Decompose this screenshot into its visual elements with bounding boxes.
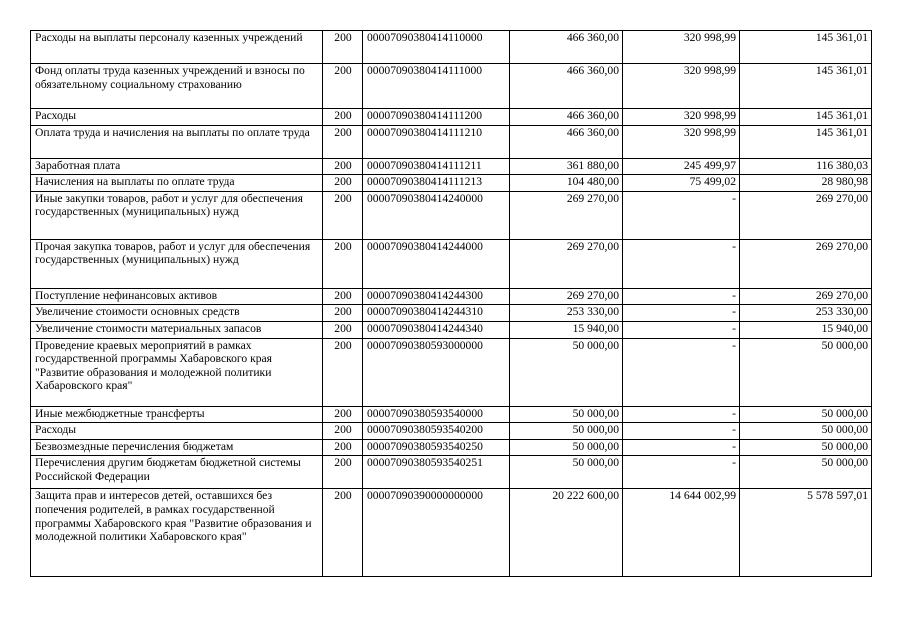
row-executed: - [623, 406, 740, 423]
row-code: 200 [323, 175, 363, 192]
row-executed: 320 998,99 [623, 125, 740, 158]
table-row [31, 158, 872, 175]
row-name: Расходы [31, 423, 323, 440]
row-code: 200 [323, 406, 363, 423]
row-kbk: 00007090380414111213 [363, 175, 510, 192]
row-name: Защита прав и интересов детей, оставшихся без попечения родителей, в рамках государственной программы Хабаровского края "Развитие образования и молодежной политики Хабаровского края" [31, 489, 323, 577]
row-approved: 50 000,00 [510, 456, 623, 489]
row-unexecuted: 50 000,00 [740, 439, 872, 456]
row-code: 200 [323, 125, 363, 158]
row-unexecuted: 253 330,00 [740, 305, 872, 322]
row-name: Безвозмездные перечисления бюджетам [31, 439, 323, 456]
row-executed: - [623, 338, 740, 406]
row-unexecuted: 50 000,00 [740, 406, 872, 423]
row-unexecuted: 145 361,01 [740, 125, 872, 158]
row-executed: - [623, 321, 740, 338]
row-kbk: 00007090380414244000 [363, 239, 510, 288]
row-approved: 466 360,00 [510, 31, 623, 64]
row-approved: 269 270,00 [510, 191, 623, 239]
row-approved: 50 000,00 [510, 406, 623, 423]
table-row [31, 191, 872, 239]
row-kbk: 00007090380414240000 [363, 191, 510, 239]
row-kbk: 00007090380414244310 [363, 305, 510, 322]
table-row [31, 406, 872, 423]
row-name: Расходы на выплаты персоналу казенных учреждений [31, 31, 323, 64]
row-code: 200 [323, 158, 363, 175]
budget-execution-table [30, 30, 872, 577]
row-kbk: 00007090380414110000 [363, 31, 510, 64]
row-kbk: 00007090380414111200 [363, 109, 510, 126]
row-name: Начисления на выплаты по оплате труда [31, 175, 323, 192]
row-code: 200 [323, 64, 363, 109]
row-unexecuted: 145 361,01 [740, 64, 872, 109]
row-unexecuted: 269 270,00 [740, 191, 872, 239]
row-approved: 466 360,00 [510, 109, 623, 126]
table-row [31, 64, 872, 109]
table-row [31, 239, 872, 288]
row-executed: 75 499,02 [623, 175, 740, 192]
row-kbk: 00007090380593540251 [363, 456, 510, 489]
row-kbk: 00007090380414244300 [363, 288, 510, 305]
row-kbk: 00007090380414111210 [363, 125, 510, 158]
row-unexecuted: 50 000,00 [740, 423, 872, 440]
row-approved: 15 940,00 [510, 321, 623, 338]
table-row [31, 109, 872, 126]
row-executed: 320 998,99 [623, 31, 740, 64]
row-name: Иные закупки товаров, работ и услуг для обеспечения государственных (муниципальных) нужд [31, 191, 323, 239]
row-executed: 14 644 002,99 [623, 489, 740, 577]
row-kbk: 00007090380593540200 [363, 423, 510, 440]
row-unexecuted: 50 000,00 [740, 456, 872, 489]
row-name: Увеличение стоимости материальных запасов [31, 321, 323, 338]
row-approved: 20 222 600,00 [510, 489, 623, 577]
row-executed: 320 998,99 [623, 109, 740, 126]
row-unexecuted: 15 940,00 [740, 321, 872, 338]
row-approved: 50 000,00 [510, 423, 623, 440]
row-name: Поступление нефинансовых активов [31, 288, 323, 305]
row-unexecuted: 116 380,03 [740, 158, 872, 175]
row-approved: 466 360,00 [510, 125, 623, 158]
table-row [31, 288, 872, 305]
row-approved: 104 480,00 [510, 175, 623, 192]
row-code: 200 [323, 338, 363, 406]
row-approved: 50 000,00 [510, 439, 623, 456]
table-row [31, 489, 872, 577]
row-executed: 245 499,97 [623, 158, 740, 175]
row-executed: - [623, 239, 740, 288]
row-name: Заработная плата [31, 158, 323, 175]
row-code: 200 [323, 191, 363, 239]
row-name: Оплата труда и начисления на выплаты по оплате труда [31, 125, 323, 158]
row-code: 200 [323, 288, 363, 305]
row-name: Проведение краевых мероприятий в рамках государственной программы Хабаровского края "Развитие образования и молодежной политики Хабаровского края" [31, 338, 323, 406]
row-approved: 50 000,00 [510, 338, 623, 406]
row-approved: 466 360,00 [510, 64, 623, 109]
row-code: 200 [323, 321, 363, 338]
table-row [31, 305, 872, 322]
row-unexecuted: 269 270,00 [740, 288, 872, 305]
row-kbk: 00007090380593540000 [363, 406, 510, 423]
row-approved: 361 880,00 [510, 158, 623, 175]
row-code: 200 [323, 489, 363, 577]
row-code: 200 [323, 456, 363, 489]
row-name: Расходы [31, 109, 323, 126]
row-unexecuted: 269 270,00 [740, 239, 872, 288]
row-code: 200 [323, 239, 363, 288]
row-executed: - [623, 423, 740, 440]
row-code: 200 [323, 305, 363, 322]
row-unexecuted: 145 361,01 [740, 31, 872, 64]
row-unexecuted: 5 578 597,01 [740, 489, 872, 577]
table-row [31, 31, 872, 64]
row-name: Увеличение стоимости основных средств [31, 305, 323, 322]
row-approved: 253 330,00 [510, 305, 623, 322]
row-approved: 269 270,00 [510, 239, 623, 288]
row-name: Иные межбюджетные трансферты [31, 406, 323, 423]
row-name: Перечисления другим бюджетам бюджетной системы Российской Федерации [31, 456, 323, 489]
row-executed: - [623, 305, 740, 322]
row-approved: 269 270,00 [510, 288, 623, 305]
row-code: 200 [323, 423, 363, 440]
row-executed: - [623, 288, 740, 305]
row-kbk: 00007090380593540250 [363, 439, 510, 456]
table-row [31, 175, 872, 192]
row-kbk: 00007090380414111211 [363, 158, 510, 175]
row-kbk: 00007090380414244340 [363, 321, 510, 338]
table-row [31, 423, 872, 440]
row-kbk: 00007090380414111000 [363, 64, 510, 109]
row-kbk: 00007090390000000000 [363, 489, 510, 577]
row-kbk: 00007090380593000000 [363, 338, 510, 406]
row-unexecuted: 28 980,98 [740, 175, 872, 192]
row-executed: - [623, 456, 740, 489]
row-name: Фонд оплаты труда казенных учреждений и взносы по обязательному социальному страхованию [31, 64, 323, 109]
table-row [31, 125, 872, 158]
row-unexecuted: 50 000,00 [740, 338, 872, 406]
table-row [31, 338, 872, 406]
row-code: 200 [323, 439, 363, 456]
row-code: 200 [323, 109, 363, 126]
row-name: Прочая закупка товаров, работ и услуг для обеспечения государственных (муниципальных) нужд [31, 239, 323, 288]
table-row [31, 456, 872, 489]
row-code: 200 [323, 31, 363, 64]
row-executed: 320 998,99 [623, 64, 740, 109]
row-executed: - [623, 439, 740, 456]
row-unexecuted: 145 361,01 [740, 109, 872, 126]
table-row [31, 439, 872, 456]
row-executed: - [623, 191, 740, 239]
table-row [31, 321, 872, 338]
